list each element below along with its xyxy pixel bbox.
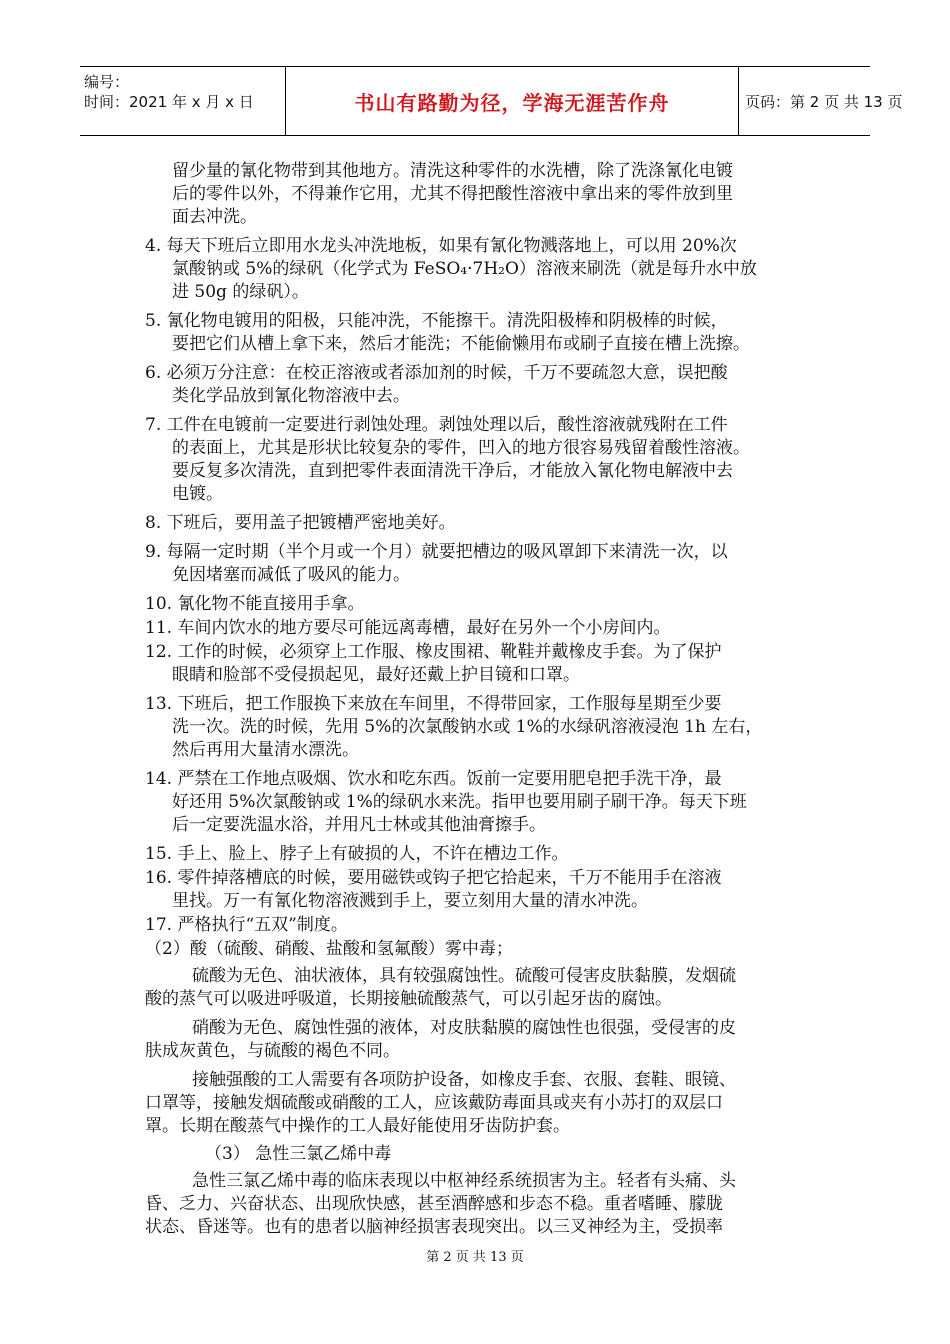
body-text-line: 好还用 5%次氯酸钠或 1%的绿矾水来洗。指甲也要用刷子刷干净。每天下班	[172, 792, 747, 812]
body-text-line: 16. 零件掉落槽底的时候，要用磁铁或钩子把它拾起来，千万不能用手在溶液	[145, 868, 722, 888]
body-text-line: 接触强酸的工人需要有各项防护设备，如橡皮手套、衣服、套鞋、眼镜、	[192, 1070, 736, 1090]
body-text-line: 急性三氯乙烯中毒的临床表现以中枢神经系统损害为主。轻者有头痛、头	[192, 1171, 736, 1191]
body-text-line: 进 50g 的绿矾）。	[172, 282, 309, 302]
body-text-line: 洗一次。洗的时候，先用 5%的次氯酸钠水或 1%的水绿矾溶液浸泡 1h 左右，	[172, 717, 763, 737]
header-motto-cell	[286, 67, 739, 135]
body-text-line: （2）酸（硫酸、硝酸、盐酸和氢氟酸）雾中毒；	[145, 939, 513, 959]
header-motto: 书山有路勤为径，学海无涯苦作舟	[354, 90, 670, 115]
body-text-line: 类化学品放到氰化物溶液中去。	[172, 386, 410, 406]
body-text-line: 昏、乏力、兴奋状态、出现欣快感，甚至酒醉感和步态不稳。重者嗜睡、朦胧	[145, 1194, 723, 1214]
body-text-line: 后一定要洗温水浴，并用凡士林或其他油膏擦手。	[172, 815, 546, 835]
body-text-line: 17. 严格执行“五双”制度。	[145, 915, 348, 935]
body-text-line: 后的零件以外，不得兼作它用，尤其不得把酸性溶液中拿出来的零件放到里	[172, 184, 733, 204]
body-text-line: 10. 氰化物不能直接用手拿。	[145, 594, 365, 614]
body-text-line: 13. 下班后，把工作服换下来放在车间里，不得带回家，工作服每星期至少要	[145, 694, 722, 714]
body-text-line: 面去冲洗。	[172, 207, 257, 227]
body-text-line: 口罩等，接触发烟硫酸或硝酸的工人，应该戴防毒面具或夹有小苏打的双层口	[145, 1093, 723, 1113]
header-page-number: 页码：第 2 页 共 13 页	[745, 92, 903, 111]
body-text-line: 罩。长期在酸蒸气中操作的工人最好能使用牙齿防护套。	[145, 1116, 570, 1136]
body-text-line: 5. 氰化物电镀用的阳极，只能冲洗，不能擦干。清洗阳极棒和阴极棒的时候，	[145, 311, 728, 331]
body-text-line: 8. 下班后，要用盖子把镀槽严密地美好。	[145, 513, 456, 533]
page-footer: 第 2 页 共 13 页	[426, 1250, 524, 1265]
body-text-line: 要反复多次清洗，直到把零件表面清洗干净后，才能放入氰化物电解液中去	[172, 461, 733, 481]
body-text-line: 7. 工件在电镀前一定要进行剥蚀处理。剥蚀处理以后，酸性溶液就残附在工件	[145, 415, 728, 435]
body-text-line: 9. 每隔一定时期（半个月或一个月）就要把槽边的吸风罩卸下来清洗一次，以	[145, 542, 728, 562]
document-number-label: 编号：	[84, 73, 130, 91]
body-text-line: 电镀。	[172, 484, 223, 504]
body-text-line: 硝酸为无色、腐蚀性强的液体，对皮肤黏膜的腐蚀性也很强，受侵害的皮	[192, 1018, 736, 1038]
body-text-line: 里找。万一有氰化物溶液溅到手上，要立刻用大量的清水冲洗。	[172, 891, 648, 911]
body-text-line: 11. 车间内饮水的地方要尽可能远离毒槽，最好在另外一个小房间内。	[145, 618, 671, 638]
body-text-line: 要把它们从槽上拿下来，然后才能洗；不能偷懒用布或刷子直接在槽上洗擦。	[172, 334, 750, 354]
body-text-line: 氯酸钠或 5%的绿矾（化学式为 FeSO₄·7H₂O）溶液来刷洗（就是每升水中放	[172, 259, 757, 279]
body-text-line: 眼睛和脸部不受侵损起见，最好还戴上护目镜和口罩。	[172, 665, 580, 685]
body-text-line: 酸的蒸气可以吸进呼吸道，长期接触硫酸蒸气，可以引起牙齿的腐蚀。	[145, 989, 672, 1009]
body-text-line: 12. 工作的时候，必须穿上工作服、橡皮围裙、靴鞋并戴橡皮手套。为了保护	[145, 642, 722, 662]
body-text-line: 然后再用大量清水漂洗。	[172, 740, 359, 760]
body-text-line: 留少量的氰化物带到其他地方。清洗这种零件的水洗槽，除了洗涤氰化电镀	[172, 161, 733, 181]
page-header	[80, 66, 903, 136]
body-text-line: 4. 每天下班后立即用水龙头冲洗地板，如果有氰化物溅落地上，可以用 20%次	[145, 236, 737, 256]
header-info-cell	[80, 67, 286, 135]
body-text-line: 15. 手上、脸上、脖子上有破损的人，不许在槽边工作。	[145, 844, 569, 864]
document-date-label: 时间：2021 年 x 月 x 日	[84, 93, 254, 111]
body-text-line: 肤成灰黄色，与硫酸的褐色不同。	[145, 1041, 400, 1061]
body-text-line: 14. 严禁在工作地点吸烟、饮水和吃东西。饭前一定要用肥皂把手洗干净，最	[145, 769, 722, 789]
body-text-line: 状态、昏迷等。也有的患者以脑神经损害表现突出。以三叉神经为主，受损率	[145, 1217, 723, 1237]
body-text-line: （3） 急性三氯乙烯中毒	[205, 1144, 392, 1164]
body-text-line: 的表面上，尤其是形状比较复杂的零件，凹入的地方很容易残留着酸性溶液。	[172, 438, 750, 458]
body-text-line: 6. 必须万分注意：在校正溶液或者添加剂的时候，千万不要疏忽大意，误把酸	[145, 363, 728, 383]
body-text-line: 免因堵塞而减低了吸风的能力。	[172, 565, 410, 585]
body-text-line: 硫酸为无色、油状液体，具有较强腐蚀性。硫酸可侵害皮肤黏膜，发烟硫	[192, 966, 736, 986]
